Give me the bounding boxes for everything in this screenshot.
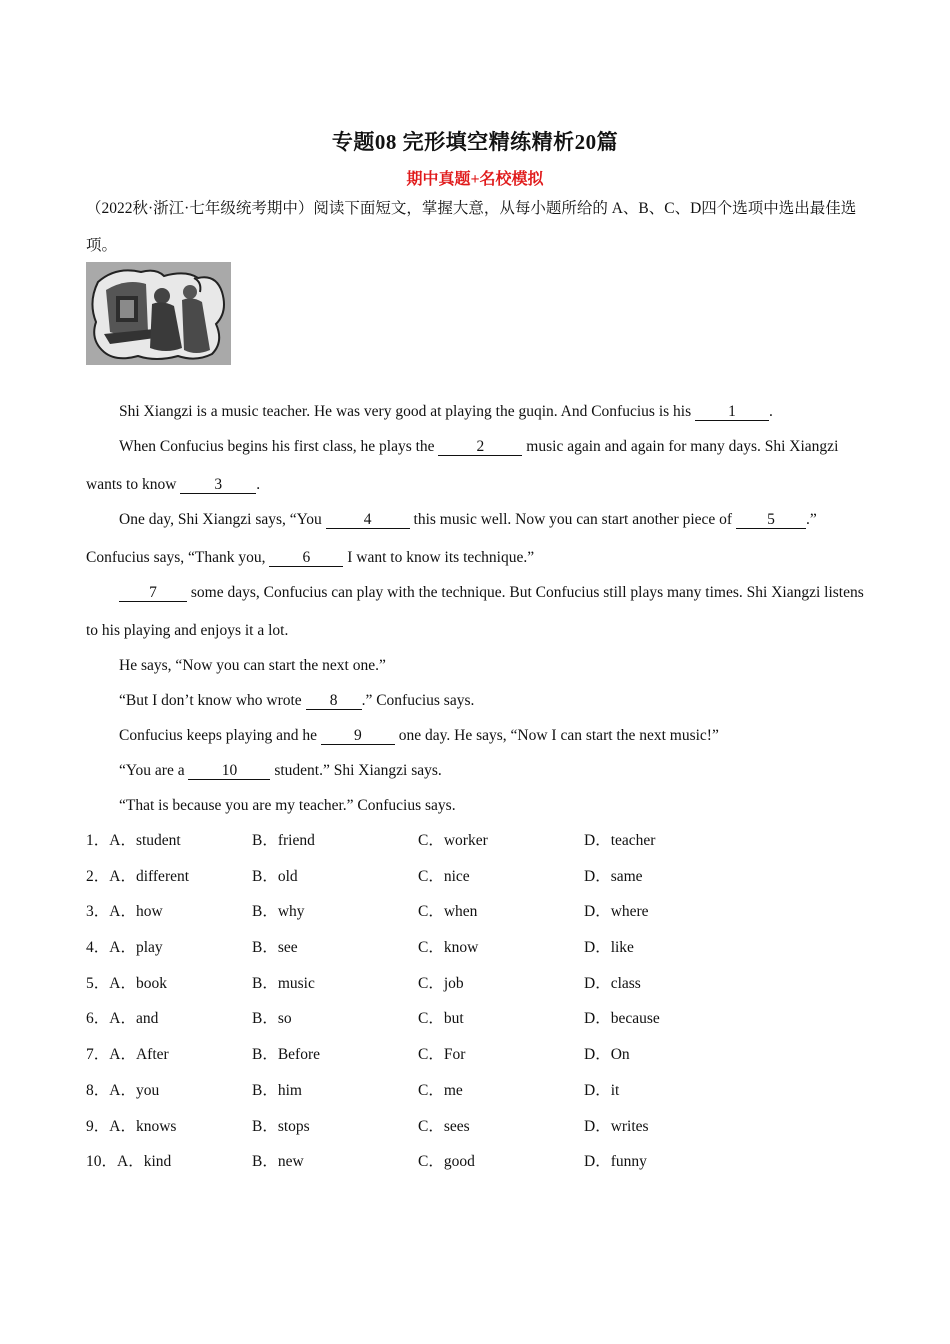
passage-paragraph-3 [86, 501, 866, 577]
question-option-c: C．worker [418, 832, 488, 849]
question-option-c: C．sees [418, 1117, 470, 1135]
passage-text: One day, Shi Xiangzi says, “You [119, 511, 326, 528]
passage-paragraph-2 [86, 428, 866, 504]
page-title: 专题08 完形填空精练精析20篇 [331, 130, 619, 154]
passage-text: “You are a [119, 762, 189, 779]
question-option-a: 8．A．you [86, 1081, 160, 1099]
question-option-b: B．Before [252, 1046, 321, 1064]
confucius-guqin-picture [86, 262, 231, 365]
question-row [86, 1006, 866, 1042]
question-option-b: B．so [252, 1010, 292, 1028]
question-option-a: 4．A．play [86, 939, 163, 957]
blank-9: 9 [321, 727, 395, 745]
blank-10: 10 [188, 762, 270, 780]
passage-paragraph-5: He says, “Now you can start the next one.” [119, 657, 386, 674]
answer-options [86, 828, 866, 1185]
passage-text: music again and again for many days. Shi Xiangzi wants to know [86, 438, 839, 493]
question-option-c: C．nice [418, 867, 470, 885]
question-option-c: C．job [418, 974, 464, 992]
question-option-d: D．where [584, 903, 649, 921]
passage-text: this music well. Now you can start another piece of [409, 511, 736, 528]
question-row [86, 1042, 866, 1078]
blank-2: 2 [438, 438, 522, 456]
question-row [86, 1078, 866, 1114]
blank-7: 7 [119, 584, 187, 602]
passage-text: one day. He says, “Now I can start the next music!” [394, 727, 719, 744]
page-subtitle: 期中真题+名校模拟 [406, 171, 544, 188]
question-option-b: B．music [252, 974, 315, 992]
passage-paragraph-9: “That is because you are my teacher.” Confucius says. [119, 797, 456, 814]
passage-text: .” Confucius says. [361, 692, 475, 709]
question-option-c: C．me [418, 1081, 463, 1099]
passage-text: student.” Shi Xiangzi says. [270, 762, 442, 779]
question-option-a: 2．A．different [86, 867, 190, 885]
passage-text: When Confucius begins his first class, he plays the [119, 438, 439, 455]
question-row [86, 935, 866, 971]
passage-text: Shi Xiangzi is a music teacher. He was very good at playing the guqin. And Confucius is his [119, 403, 695, 420]
question-row [86, 971, 866, 1007]
question-row [86, 1114, 866, 1150]
passage-paragraph-7 [86, 717, 866, 755]
question-option-a: 6．A．and [86, 1010, 159, 1028]
question-option-d: D．it [584, 1081, 620, 1099]
passage-text: some days, Confucius can play with the technique. But Confucius still plays many times. Shi Xiangzi listens to his playing and enjoys it a lot. [86, 584, 864, 639]
question-option-d: D．class [584, 974, 641, 992]
question-row [86, 828, 866, 864]
question-option-c: C．know [418, 939, 479, 957]
question-option-d: D．like [584, 939, 634, 957]
question-option-d: D．teacher [584, 832, 656, 849]
question-option-a: 10．A．kind [86, 1153, 172, 1171]
question-option-c: C．good [418, 1153, 475, 1171]
passage-text: . [769, 403, 773, 420]
instruction-text: （2022秋·浙江·七年级统考期中）阅读下面短文，掌握大意，从每小题所给的 A、B、C、D四个选项中选出最佳选项。 [86, 200, 857, 254]
passage-text: “But I don’t know who wrote [119, 692, 306, 709]
question-option-b: B．stops [252, 1117, 310, 1135]
question-option-d: D．funny [584, 1153, 647, 1171]
question-row [86, 1149, 866, 1185]
question-option-b: B．why [252, 903, 305, 921]
question-option-a: 9．A．knows [86, 1117, 177, 1135]
passage-text: Confucius keeps playing and he [119, 727, 321, 744]
passage-text: . [256, 476, 261, 493]
question-option-b: B．see [252, 939, 298, 957]
passage-text: .” Confucius says, “Thank you, [86, 511, 817, 566]
question-option-c: C．For [418, 1046, 466, 1064]
question-option-b: B．friend [252, 832, 315, 849]
question-option-a: 1．A．student [86, 832, 181, 849]
question-option-c: C．when [418, 903, 478, 921]
question-option-d: D．On [584, 1046, 630, 1064]
blank-6: 6 [269, 549, 343, 567]
passage-paragraph-1 [86, 393, 866, 431]
blank-5: 5 [736, 511, 806, 529]
blank-3: 3 [180, 476, 256, 494]
passage-paragraph-6 [86, 682, 866, 720]
passage-paragraph-8 [86, 752, 866, 790]
question-option-a: 5．A．book [86, 974, 167, 992]
question-option-b: B．him [252, 1081, 302, 1099]
question-option-a: 3．A．how [86, 903, 163, 921]
question-row [86, 864, 866, 900]
passage-paragraph-4 [86, 574, 866, 650]
question-row [86, 899, 866, 935]
question-option-c: C．but [418, 1010, 464, 1028]
passage-text: I want to know its technique.” [343, 549, 535, 566]
blank-4: 4 [326, 511, 410, 529]
question-option-d: D．writes [584, 1117, 649, 1135]
question-option-b: B．old [252, 867, 298, 885]
question-option-d: D．because [584, 1010, 660, 1028]
question-option-d: D．same [584, 867, 643, 885]
question-option-b: B．new [252, 1153, 304, 1171]
question-option-a: 7．A．After [86, 1046, 169, 1064]
blank-1: 1 [695, 403, 769, 421]
blank-8: 8 [306, 692, 362, 710]
